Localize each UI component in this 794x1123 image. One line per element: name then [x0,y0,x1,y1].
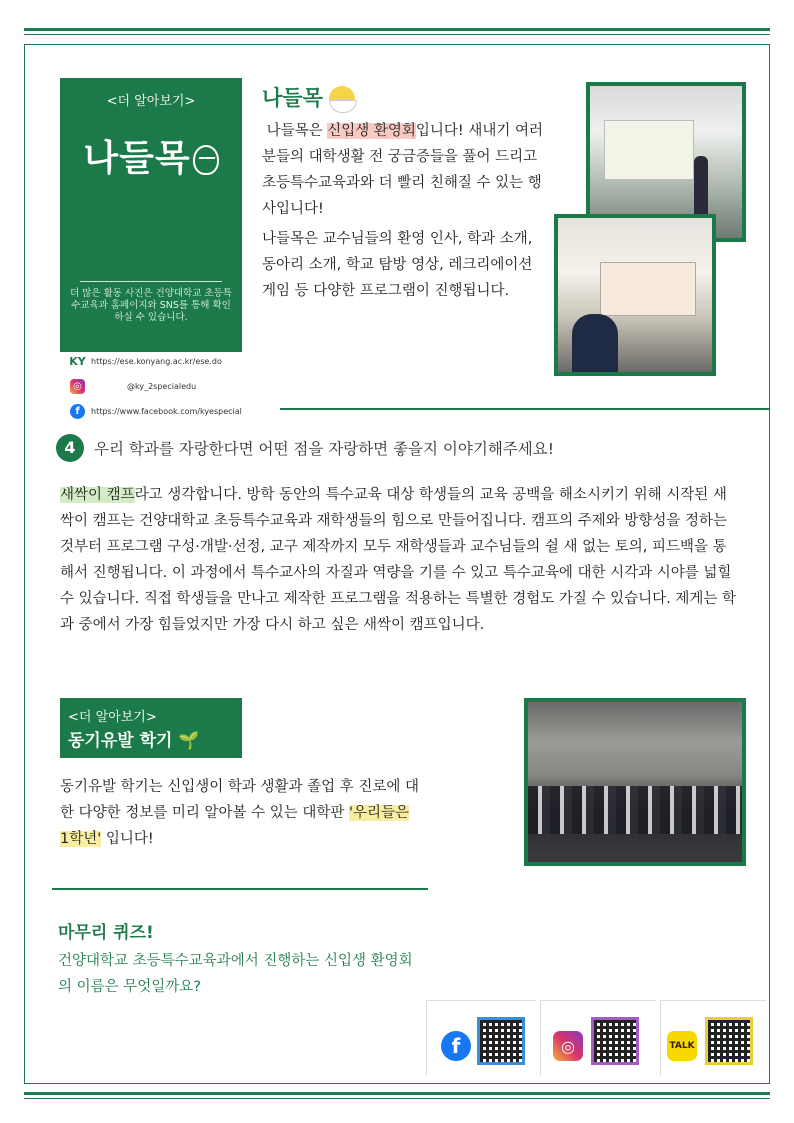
homepage-link[interactable]: KY https://ese.konyang.ac.kr/ese.do [66,352,236,371]
answer-paragraph: 새싹이 캠프라고 생각합니다. 방학 동안의 특수교육 대상 학생들의 교육 공백을 해소시키기 위해 시작된 새싹이 캠프는 건양대학교 초등특수교육과 재학생들의 힘으로 만들어집니다. 캠프의 주제와 방향성을 정하는 것부터 프로그램 구성·개발·선정, 교구 제작까지 모두 재학생들과 교수님들의 쉴 새 없는 토의, 피드백을 통해서 진행됩니다. 이 과정에서 특수교사의 자질과 역량을 기를 수 있고 특수교육에 대한 시각과 시야를 넓힐 수 있습니다. 직접 학생들을 만나고 제작한 프로그램을 적용하는 특별한 경험도 가질 수 있습니다. 제게는 학과 중에서 가장 힘들었지만 가장 다시 하고 싶은 새싹이 캠프입니다. [60,487,737,633]
egg-icon [193,145,219,175]
section-divider-2 [52,888,428,890]
chick-icon [329,86,355,112]
kakaotalk-icon: TALK [667,1031,697,1061]
quiz-question: 건양대학교 초등특수교육과에서 진행하는 신입생 환영회의 이름은 무엇일까요? [58,953,413,995]
section1-title: 나들목 [262,82,355,112]
card-tag: <더 알아보기> [106,94,196,109]
instagram-icon: ◎ [553,1031,583,1061]
ky-logo-icon: KY [69,355,86,368]
photo-group [524,698,746,866]
top-rule-thick [24,28,770,31]
question-text: 우리 학과를 자랑한다면 어떤 점을 자랑하면 좋을지 이야기해주세요! [94,440,554,458]
card-title: 나들목 [60,130,242,181]
section1-para1: 나들목은 신입생 환영회입니다! 새내기 여러분들의 대학생활 전 궁금증들을 풀어 드리고 초등특수교육과와 더 빨리 친해질 수 있는 행사입니다! [262,123,543,217]
section2-paragraph: 동기유발 학기는 신입생이 학과 생활과 졸업 후 진로에 대한 다양한 정보를 미리 알아볼 수 있는 대학판 '우리들은 1학년' 입니다! [60,779,420,847]
section-divider-1 [280,408,770,410]
motivation-term-card: <더 알아보기> 동기유발 학기 🌱 [60,698,242,758]
sprout-icon: 🌱 [178,731,200,751]
instagram-icon: ◎ [70,379,85,394]
facebook-icon: f [441,1031,471,1061]
question-number-badge: 4 [56,434,84,462]
kakaotalk-qr[interactable] [660,1000,766,1076]
qr-code [591,1017,639,1065]
card-divider [80,281,222,282]
instagram-qr[interactable] [540,1000,656,1076]
bottom-rule-thin [24,1098,770,1099]
section1-para2: 나들목은 교수님들의 환영 인사, 학과 소개, 동아리 소개, 학교 탐방 영상, 레크리에이션 게임 등 다양한 프로그램이 진행됩니다. [262,231,533,299]
quiz-title: 마무리 퀴즈! [58,923,154,943]
top-rule-thin [24,34,770,35]
facebook-link[interactable]: f https://www.facebook.com/kyespecial [66,402,236,421]
instagram-link[interactable]: ◎ @ky_2specialedu [66,377,236,396]
qr-code [477,1017,525,1065]
bottom-rule-thick [24,1092,770,1095]
facebook-qr[interactable] [426,1000,536,1076]
card-note: 더 많은 활동 사진은 건양대학교 초등특수교육과 홈페이지와 SNS를 통해 확인하실 수 있습니다. [70,288,232,323]
facebook-icon: f [70,404,85,419]
more-info-card [60,78,242,417]
qr-code [705,1017,753,1065]
photo-presentation [554,214,716,376]
